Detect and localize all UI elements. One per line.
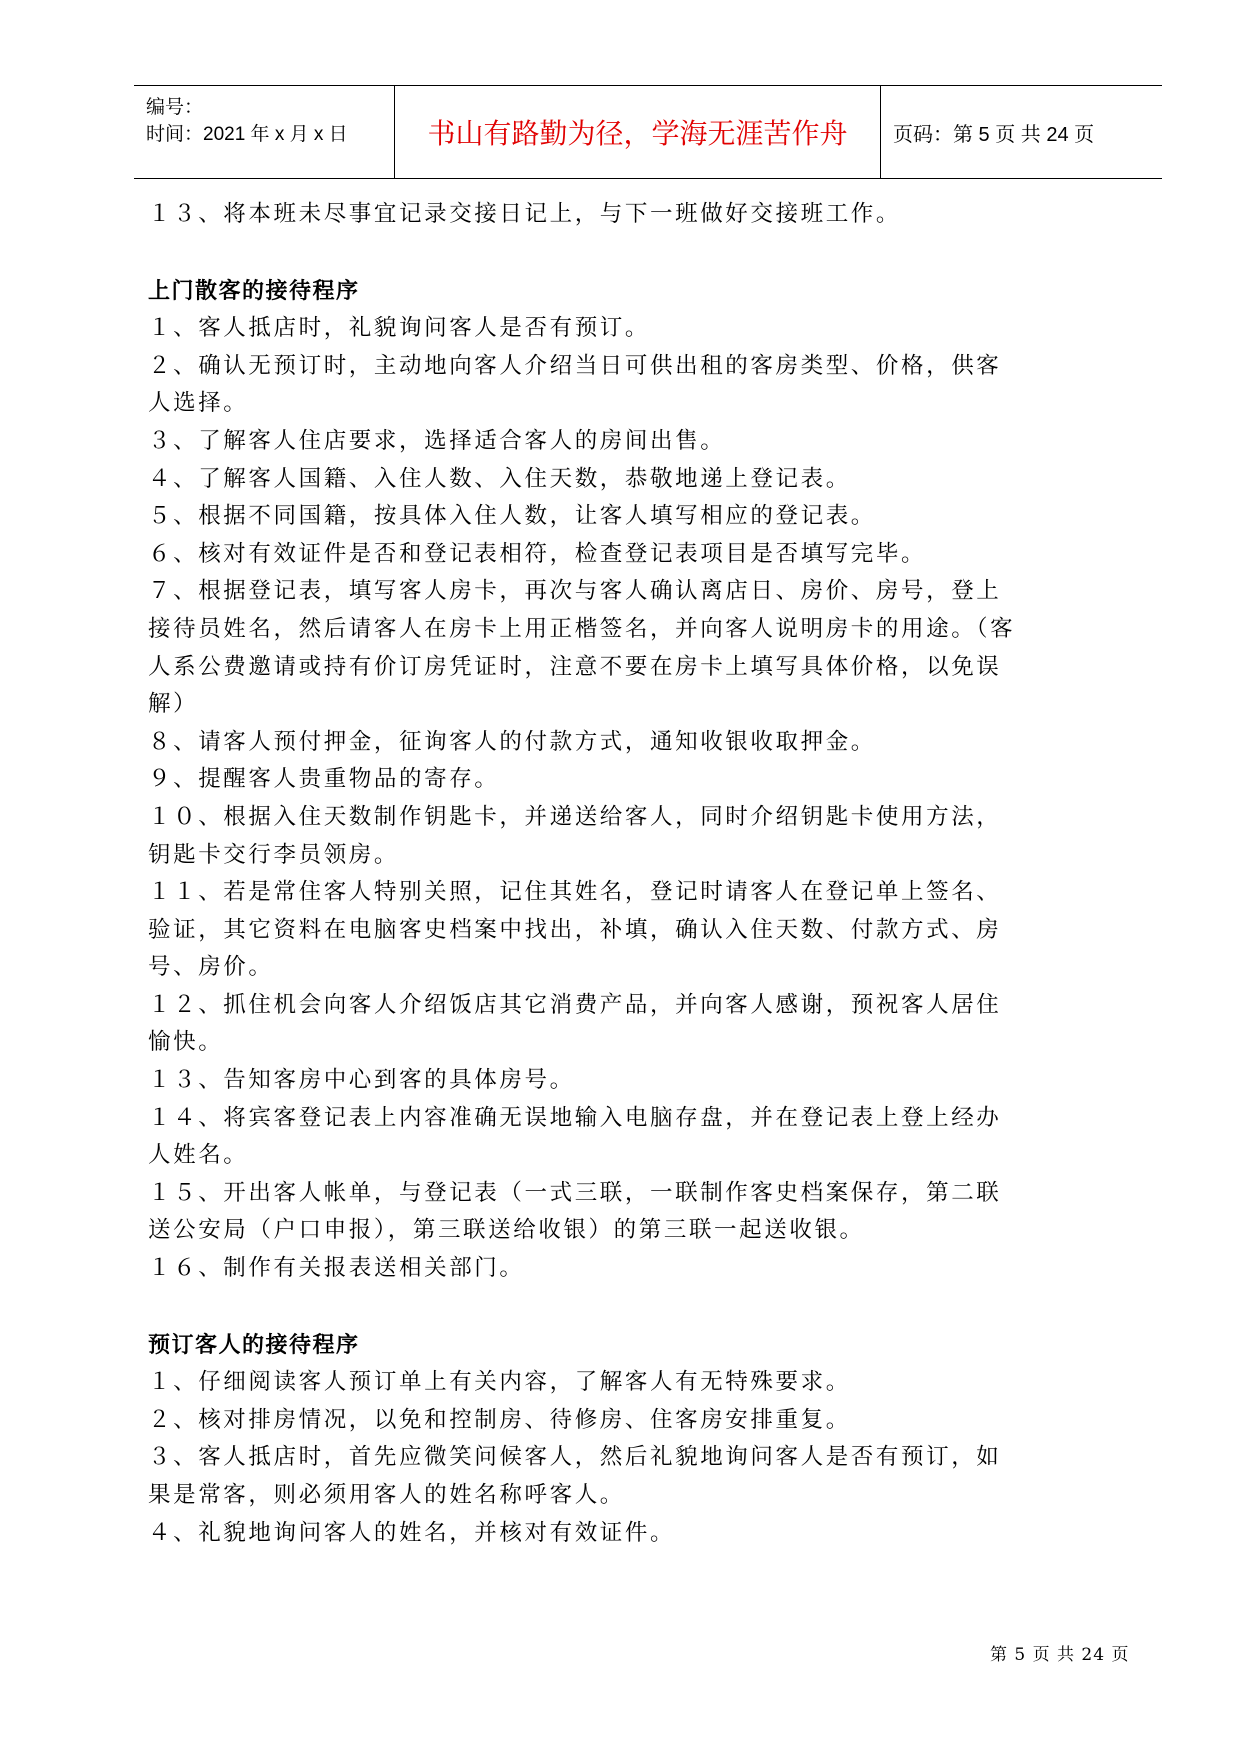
list-line: ２、核对排房情况，以免和控制房、待修房、住客房安排重复。	[148, 1406, 851, 1433]
list-line: 接待员姓名，然后请客人在房卡上用正楷签名，并向客人说明房卡的用途。（客	[148, 615, 1016, 642]
list-line: ２、确认无预订时，主动地向客人介绍当日可供出租的客房类型、价格，供客	[148, 352, 1002, 379]
document-body	[148, 196, 1136, 1552]
document-number-label: 编号：	[146, 97, 204, 118]
list-line: ９、提醒客人贵重物品的寄存。	[148, 766, 500, 793]
document-time-label: 时间：2021 年 x 月 x 日	[146, 124, 348, 145]
list-line: １２、抓住机会向客人介绍饭店其它消费产品，并向客人感谢，预祝客人居住	[148, 991, 1002, 1018]
intro-item: １３、将本班未尽事宜记录交接日记上，与下一班做好交接班工作。	[148, 201, 902, 227]
list-line: 人选择。	[148, 390, 249, 417]
list-line: １４、将宾客登记表上内容准确无误地输入电脑存盘，并在登记表上登上经办	[148, 1104, 1002, 1131]
list-line: １５、开出客人帐单，与登记表（一式三联，一联制作客史档案保存，第二联	[148, 1179, 1002, 1206]
list-line: ５、根据不同国籍，按具体入住人数，让客人填写相应的登记表。	[148, 503, 876, 530]
list-line: ７、根据登记表，填写客人房卡，再次与客人确认离店日、房价、房号，登上	[148, 578, 1002, 605]
list-line: 验证，其它资料在电脑客史档案中找出，补填，确认入住天数、付款方式、房	[148, 916, 1002, 943]
section-title-reservation: 预订客人的接待程序	[148, 1332, 360, 1358]
list-line: 人姓名。	[148, 1142, 249, 1169]
list-line: ３、客人抵店时，首先应微笑问候客人，然后礼貌地询问客人是否有预订，如	[148, 1444, 1002, 1471]
section-reservation-list	[148, 1364, 1136, 1552]
list-line: ４、礼貌地询问客人的姓名，并核对有效证件。	[148, 1519, 676, 1546]
header-motto: 书山有路勤为径，学海无涯苦作舟	[395, 86, 881, 178]
list-line: １、客人抵店时，礼貌询问客人是否有预订。	[148, 315, 651, 342]
page-footer: 第 5 页 共 24 页	[990, 1645, 1130, 1665]
spacer	[148, 1288, 1136, 1327]
header-meta	[134, 86, 395, 178]
list-line: １６、制作有关报表送相关部门。	[148, 1255, 525, 1282]
list-line: １１、若是常住客人特别关照，记住其姓名，登记时请客人在登记单上签名、	[148, 879, 1002, 906]
list-line: ８、请客人预付押金，征询客人的付款方式，通知收银收取押金。	[148, 728, 876, 755]
list-line: ４、了解客人国籍、入住人数、入住天数，恭敬地递上登记表。	[148, 465, 851, 492]
spacer	[148, 234, 1136, 273]
list-line: 果是常客，则必须用客人的姓名称呼客人。	[148, 1482, 625, 1508]
list-line: １０、根据入住天数制作钥匙卡，并递送给客人，同时介绍钥匙卡使用方法，	[148, 803, 1002, 830]
list-line: 愉快。	[148, 1029, 224, 1056]
list-line: 解）	[148, 691, 199, 718]
list-line: １、仔细阅读客人预订单上有关内容，了解客人有无特殊要求。	[148, 1369, 851, 1396]
list-line: 钥匙卡交行李员领房。	[148, 841, 400, 868]
page-header	[134, 85, 1162, 179]
header-page-info	[881, 86, 1162, 178]
list-line: ３、了解客人住店要求，选择适合客人的房间出售。	[148, 427, 726, 454]
list-line: ６、核对有效证件是否和登记表相符，检查登记表项目是否填写完毕。	[148, 540, 927, 567]
header-page-info-text: 页码：第 5 页 共 24 页	[893, 123, 1095, 146]
list-line: 人系公费邀请或持有价订房凭证时，注意不要在房卡上填写具体价格，以免误	[148, 653, 1002, 680]
list-line: 号、房价。	[148, 954, 274, 981]
section-title-walk-in: 上门散客的接待程序	[148, 278, 360, 304]
list-line: 送公安局（户口申报），第三联送给收银）的第三联一起送收银。	[148, 1217, 865, 1244]
list-line: １３、告知客房中心到客的具体房号。	[148, 1067, 575, 1094]
section-walk-in-list	[148, 310, 1136, 1287]
